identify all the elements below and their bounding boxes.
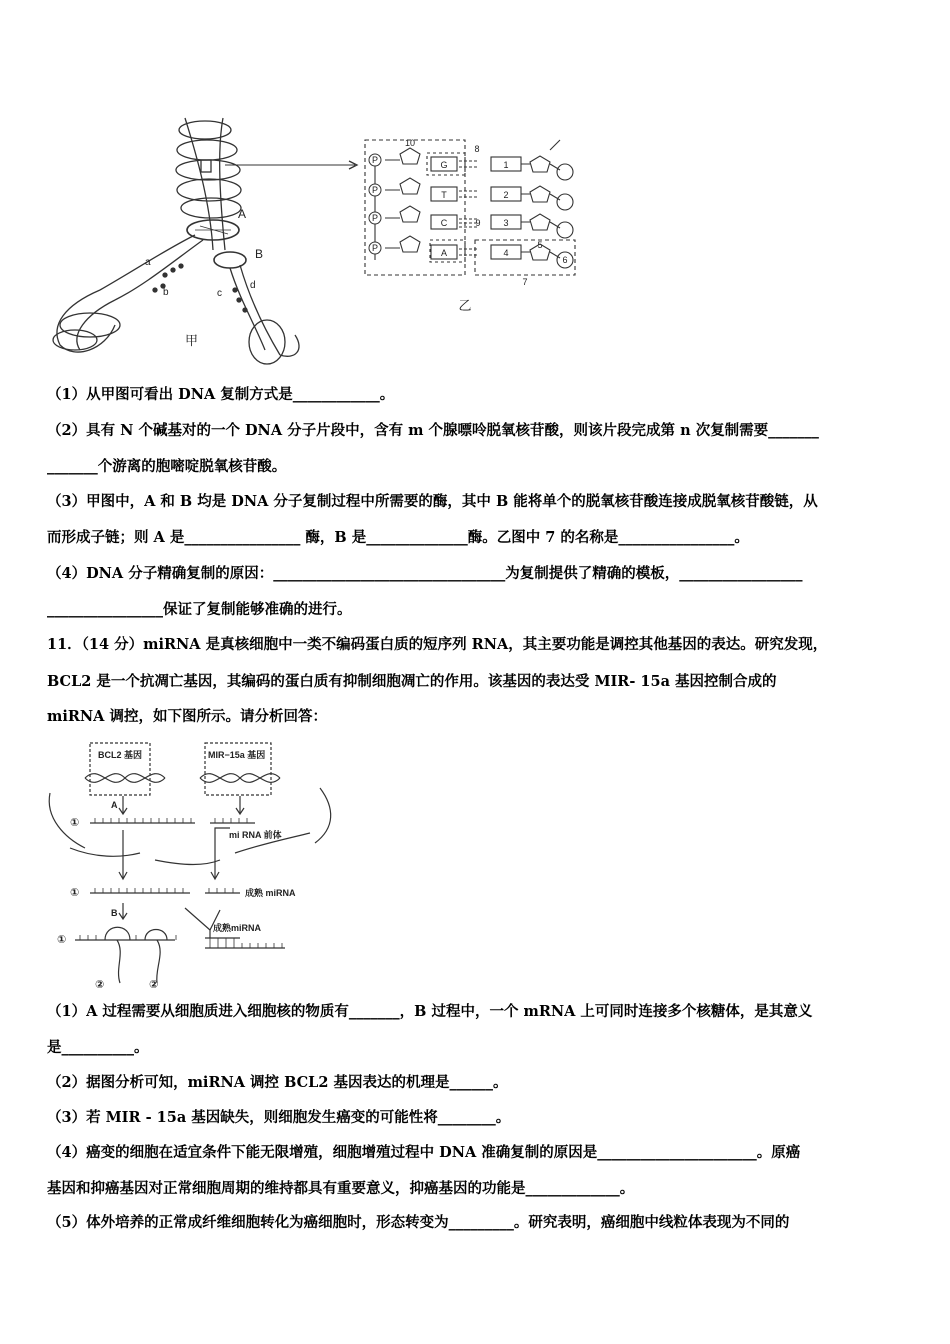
q10-part3-line1: （3）甲图中，A 和 B 均是 DNA 分子复制过程中所需要的酶，其中 B 能将单个的脱氧核苷酸连接成脱氧核苷酸链，从 xyxy=(47,493,818,510)
q11-part4-line1: （4）癌变的细胞在适宜条件下能无限增殖，细胞增殖过程中 DNA 准确复制的原因是______________________。原癌 xyxy=(47,1144,801,1161)
circle-1-label: ① xyxy=(70,887,80,899)
label-d-strand: d xyxy=(250,280,256,291)
base-right: 3 xyxy=(503,218,509,228)
label-8: 8 xyxy=(474,144,480,154)
label-b-strand: b xyxy=(163,287,169,298)
base-right: 4 xyxy=(503,248,509,258)
q10-part4-line2: ________________保证了复制能够准确的进行。 xyxy=(47,601,352,618)
phosphate-label: P xyxy=(371,155,379,165)
label-9: 9 xyxy=(475,218,481,228)
label-10: 10 xyxy=(404,138,416,148)
base-right: 2 xyxy=(503,190,509,200)
mature-mirna-label: 成熟 miRNA xyxy=(245,888,296,898)
q10-part1: （1）从甲图可看出 DNA 复制方式是____________。 xyxy=(47,386,395,403)
dna-replication-figure xyxy=(45,110,605,370)
q11-part5: （5）体外培养的正常成纤维细胞转化为癌细胞时，形态转变为_________。研究表明，癌细胞中线粒体表现为不同的 xyxy=(47,1214,790,1231)
bcl2-gene-label: BCL2 基因 xyxy=(98,750,143,760)
process-a-label: A xyxy=(111,800,118,810)
circle-1-label: ① xyxy=(70,817,80,829)
base-left: G xyxy=(440,160,448,170)
q11-intro-line3: miRNA 调控，如下图所示。请分析回答： xyxy=(47,708,327,725)
q11-part2: （2）据图分析可知，miRNA 调控 BCL2 基因表达的机理是______。 xyxy=(47,1074,508,1091)
phosphate-label: P xyxy=(371,185,379,195)
label-6: 6 xyxy=(562,255,568,265)
q11-intro-line2: BCL2 是一个抗凋亡基因，其编码的蛋白质有抑制细胞凋亡的作用。该基因的表达受 MIR- 15a 基因控制合成的 xyxy=(47,673,777,690)
label-b-enzyme: B xyxy=(255,247,264,261)
q10-part4-line1: （4）DNA 分子精确复制的原因：________________________________为复制提供了精确的模板，_________________ xyxy=(47,565,803,582)
q11-part4-line2: 基因和抑癌基因对正常细胞周期的维持都具有重要意义，抑癌基因的功能是_____________。 xyxy=(47,1180,635,1197)
mir15a-gene-label: MIR−15a 基因 xyxy=(208,750,266,760)
mirna-regulation-figure xyxy=(45,738,355,993)
q11-part1-line2: 是__________。 xyxy=(47,1039,149,1056)
phosphate-label: P xyxy=(371,243,379,253)
label-c-strand: c xyxy=(217,288,222,299)
mirna-precursor-label: mi RNA 前体 xyxy=(229,830,282,840)
label-yi: 乙 xyxy=(458,298,472,313)
circle-2-label: ② xyxy=(95,979,105,991)
label-a-strand: a xyxy=(145,257,151,268)
process-b-label: B xyxy=(111,908,118,918)
base-left: C xyxy=(440,218,448,228)
mature-mirna-label-2: 成熟miRNA xyxy=(213,923,262,933)
label-a-enzyme: A xyxy=(238,207,247,221)
q11-intro-line1: 11．（14 分）miRNA 是真核细胞中一类不编码蛋白质的短序列 RNA，其主要功能是调控其他基因的表达。研究发现， xyxy=(47,636,828,653)
label-jia: 甲 xyxy=(185,333,199,348)
base-left: T xyxy=(441,190,447,200)
base-left: A xyxy=(440,248,448,258)
label-5: 5 xyxy=(537,240,543,250)
q10-part3-line2: 而形成子链；则 A 是________________ 酶，B 是______________酶。乙图中 7 的名称是________________。 xyxy=(47,529,749,546)
phosphate-label: P xyxy=(371,213,379,223)
circle-1-label: ① xyxy=(57,934,67,946)
label-7: 7 xyxy=(522,277,528,287)
q11-part1-line1: （1）A 过程需要从细胞质进入细胞核的物质有_______，B 过程中，一个 mRNA 上可同时连接多个核糖体，是其意义 xyxy=(47,1003,813,1020)
q10-part2-line1: （2）具有 N 个碱基对的一个 DNA 分子片段中，含有 m 个腺嘌呤脱氧核苷酸，则该片段完成第 n 次复制需要_______ xyxy=(47,422,819,439)
q10-part2-line2: _______个游离的胞嘧啶脱氧核苷酸。 xyxy=(47,458,287,475)
circle-2-label: ② xyxy=(149,979,159,991)
q11-part3: （3）若 MIR - 15a 基因缺失，则细胞发生癌变的可能性将________。 xyxy=(47,1109,511,1126)
base-right: 1 xyxy=(503,160,509,170)
